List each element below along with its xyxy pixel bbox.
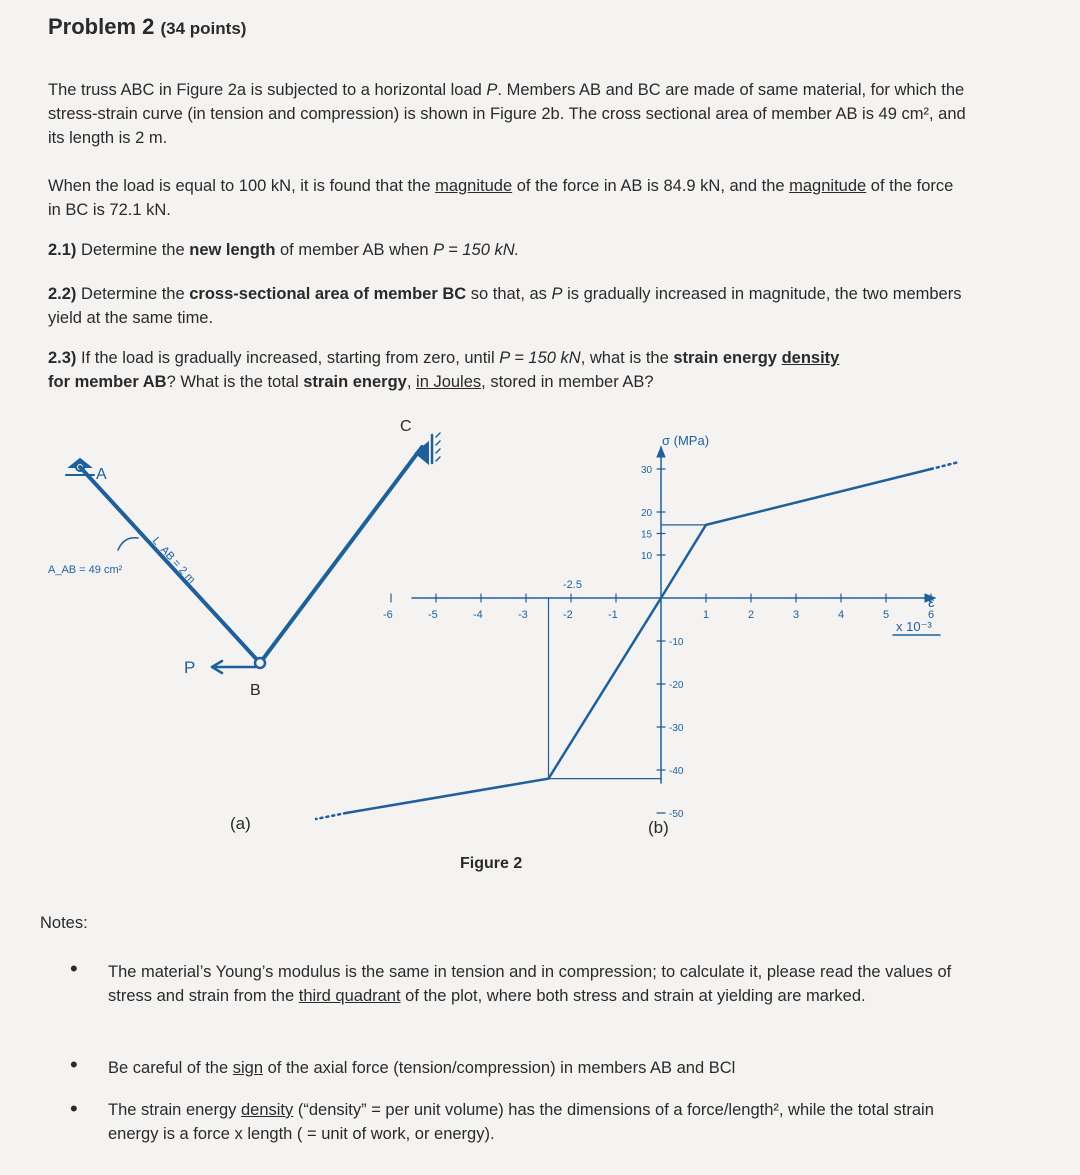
question-text: , [406,373,417,391]
area-annotation: A_AB = 49 cm² [48,564,123,576]
node-c-label: C [400,418,412,435]
note-1 [108,960,968,1008]
y-tick-label: 30 [641,465,653,476]
notes-label: Notes: [40,914,88,932]
note-3 [108,1098,968,1146]
x-tick-label: -3 [518,609,528,621]
y-tick-label: 20 [641,508,653,519]
y-tick-label: -40 [669,766,684,777]
load-variable: P [486,81,498,99]
x-tick-label: -1 [608,609,618,621]
member-bc [260,447,422,663]
x-tick-label: 6 [928,609,935,621]
x-tick-label: -2 [563,609,573,621]
sigma-axis [657,447,665,783]
intro-text: The truss ABC in Figure 2a is subjected to a horizontal load [48,81,487,99]
bullet-icon: • [70,1096,78,1121]
y-tick-label: 10 [641,551,653,562]
x-tick-label: 4 [838,609,845,621]
note-text: The strain energy [108,1101,241,1119]
underlined-word: density [240,1101,294,1119]
x-tick-label: 1 [703,609,710,621]
question-bold-text: strain energy [303,373,407,391]
curve-continuation-right [931,462,959,469]
problem-points: (34 points) [160,19,247,38]
intro-paragraph-1 [48,78,968,150]
figure-2 [0,405,1080,885]
load-variable: P [551,285,563,303]
y-tick-label: 15 [641,529,653,541]
note-text: (“density” = per unit volume) has the dimensions of a force/length², while the total strain energy is a force x length ( = unit of work, or energy). [108,1101,934,1143]
underlined-word: third quadrant [298,987,401,1005]
marked-strain-label: -2.5 [563,579,582,591]
underlined-word: in Joules [416,373,482,391]
question-2-3 [48,346,968,394]
x-tick-label: -6 [383,609,393,621]
figure-a-label: (a) [230,814,251,833]
question-text: , what is the [580,349,674,367]
x-tick-label: 5 [883,609,890,621]
question-condition: P = 150 kN. [433,241,520,259]
question-text: If the load is gradually increased, starting from zero, until [76,349,500,367]
problem-title [48,14,246,40]
node-b-label: B [250,682,261,699]
curve-continuation-left [316,813,346,819]
intro-text: of the force in AB is 84.9 kN, and the [512,177,790,195]
underlined-word: magnitude [789,177,867,195]
underlined-word: sign [232,1059,264,1077]
question-text: is gradually increased in magnitude, the two members yield at the same time. [48,285,962,327]
intro-text: . Members AB and BC are made of same material, for which the stress-strain curve (in tension and compression) is shown in Figure 2b. The cross sectional area of member AB is 49 cm², and its length is 2 m. [48,81,966,147]
question-number: 2.2) [48,285,77,303]
intro-paragraph-2 [48,174,968,222]
y-tick-label: -10 [669,637,684,648]
x-tick-label: -5 [428,609,438,621]
epsilon-unit-label: x 10⁻³ [896,619,932,634]
sigma-axis-label: σ (MPa) [662,433,710,448]
note-text: of the axial force (tension/compression) in members AB and BCl [263,1059,736,1077]
intro-text: of the force in BC is 72.1 kN. [48,177,954,219]
stress-strain-curve [346,469,931,813]
figure-b-label: (b) [648,818,669,837]
note-text: Be careful of the [108,1059,233,1077]
question-2-1 [48,238,968,262]
length-annotation: L_AB = 2 m [149,534,198,586]
figure-caption: Figure 2 [460,855,523,872]
note-text: of the plot, where both stress and strain at yielding are marked. [400,987,866,1005]
question-text: so that, as [466,285,552,303]
epsilon-axis [412,594,935,602]
question-bold-text: cross-sectional area of member BC [189,285,467,303]
question-bold-text: for member AB [48,373,167,391]
load-label: P [184,658,196,677]
question-number: 2.3) [48,349,77,367]
underlined-word: magnitude [435,177,513,195]
question-text: ? What is the total [166,373,304,391]
problem-title-text: Problem 2 [48,14,155,39]
bullet-icon: • [70,1052,78,1077]
question-text: of member AB when [275,241,434,259]
question-bold-text: new length [189,241,276,259]
question-text: Determine the [76,285,190,303]
bullet-icon: • [70,956,78,981]
load-arrow-icon [212,661,256,673]
intro-text: When the load is equal to 100 kN, it is found that the [48,177,436,195]
question-number: 2.1) [48,241,77,259]
note-2 [108,1056,968,1080]
node-a-label: A [96,466,107,483]
y-tick-label: -50 [669,809,684,820]
x-tick-label: 3 [793,609,800,621]
x-tick-label: 2 [748,609,755,621]
question-text: , stored in member AB? [481,373,654,391]
epsilon-axis-label: ε [928,594,935,611]
question-text: Determine the [76,241,190,259]
x-tick-label: -4 [473,609,483,621]
note-text: The material’s Young’s modulus is the same in tension and in compression; to calculate it, please read the values of stress and strain from the [108,963,952,1005]
area-leader-icon [118,538,138,550]
question-bold-text: density [781,349,840,367]
question-2-2 [48,282,968,330]
question-condition: P = 150 kN [499,349,581,367]
y-tick-label: -30 [669,723,684,734]
question-bold-text: strain energy [673,349,782,367]
y-tick-label: -20 [669,680,684,691]
